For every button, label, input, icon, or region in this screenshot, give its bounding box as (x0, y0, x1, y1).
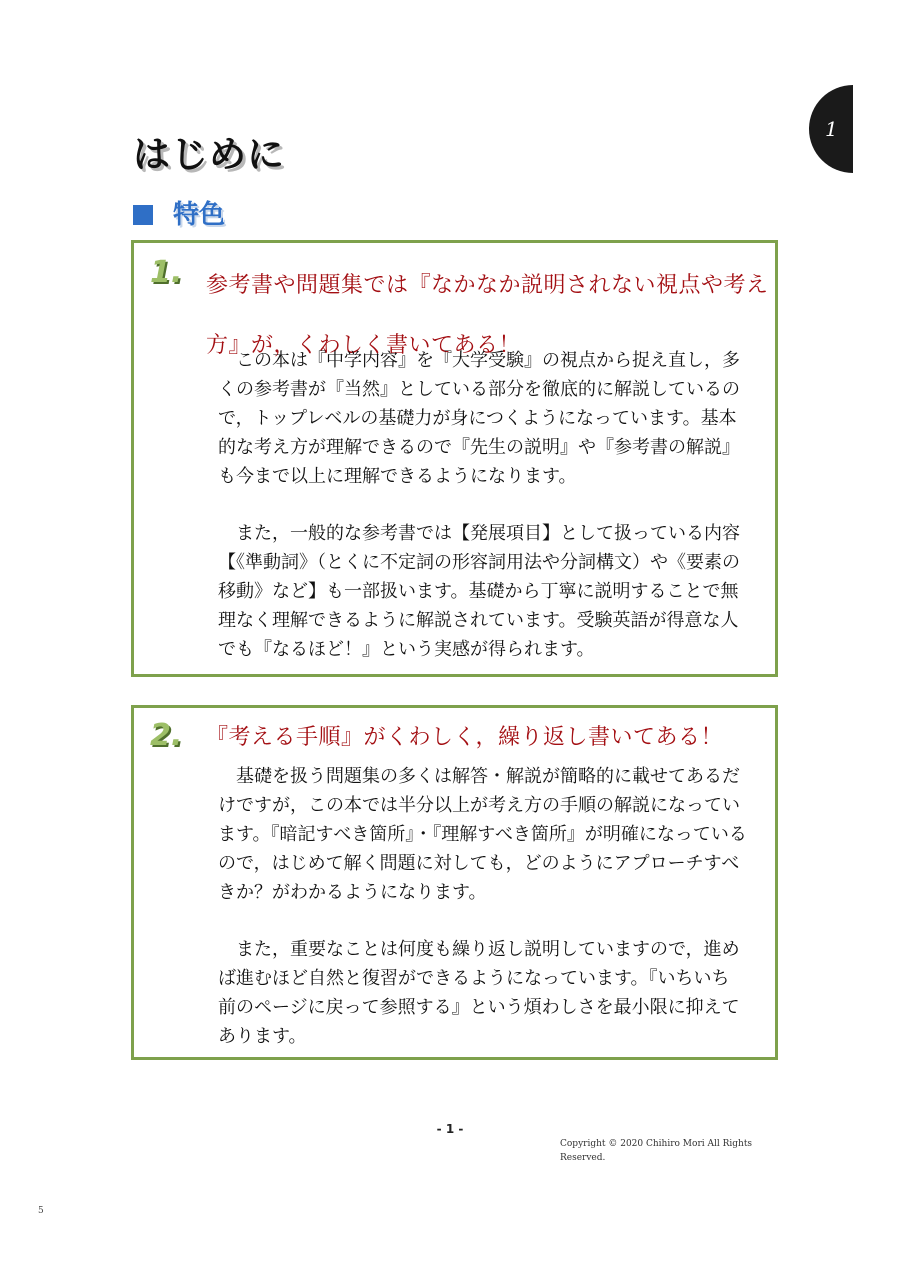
feature-box-2 (131, 705, 778, 1060)
feature-heading-1: 参考書や問題集では『なかなか説明されない視点や考え方』が，くわしく書いてある！ (206, 273, 769, 358)
feature-number-2: 2. (150, 718, 183, 753)
feature-2-paragraph-1: 基礎を扱う問題集の多くは解答・解説が簡略的に載せてあるだけですが，この本では半分以上が考え方の手順の解説になっています。『暗記すべき箇所』・『理解すべき箇所』が明確になっているので，はじめて解く問題に対しても，どのようにアプローチすべきか？がわかるようになります。 (218, 766, 747, 903)
side-page-number: 5 (38, 1206, 44, 1216)
page-title: はじめに (133, 133, 285, 176)
feature-1-paragraph-2: また，一般的な参考書では【発展項目】として扱っている内容【《準動詞》（とくに不定詞の形容詞用法や分詞構文）や《要素の移動》など】も一部扱います。基礎から丁寧に説明することで無理なく理解できるように解説されています。受験英語が得意な人でも『なるほど！』という実感が得られます。 (218, 523, 740, 660)
section-title: 特色 (173, 200, 226, 230)
feature-number-1: 1. (150, 255, 183, 290)
feature-1-paragraph-1: この本は『中学内容』を『大学受験』の視点から捉え直し，多くの参考書が『当然』としている部分を徹底的に解説しているので，トップレベルの基礎力が身につくようになっています。基本的な考え方が理解できるので『先生の説明』や『参考書の解説』も今まで以上に理解できるようになります。 (218, 350, 740, 487)
page-number: - 1 - (436, 1122, 464, 1136)
feature-body-2 (218, 762, 747, 1051)
section-heading (133, 197, 225, 233)
feature-heading-2: 『考える手順』がくわしく，繰り返し書いてある！ (206, 725, 724, 750)
chapter-number: 1 (825, 117, 838, 141)
feature-box-1 (131, 240, 778, 677)
copyright-notice: Copyright © 2020 Chihiro Mori All Rights Reserved. (560, 1139, 753, 1163)
square-bullet-icon (133, 205, 153, 225)
feature-2-paragraph-2: また，重要なことは何度も繰り返し説明していますので，進めば進むほど自然と復習ができるようになっています。『いちいち前のページに戻って参照する』という煩わしさを最小限に抑えてあります。 (218, 939, 740, 1047)
feature-body-1 (218, 346, 747, 664)
chapter-tab (809, 85, 853, 173)
